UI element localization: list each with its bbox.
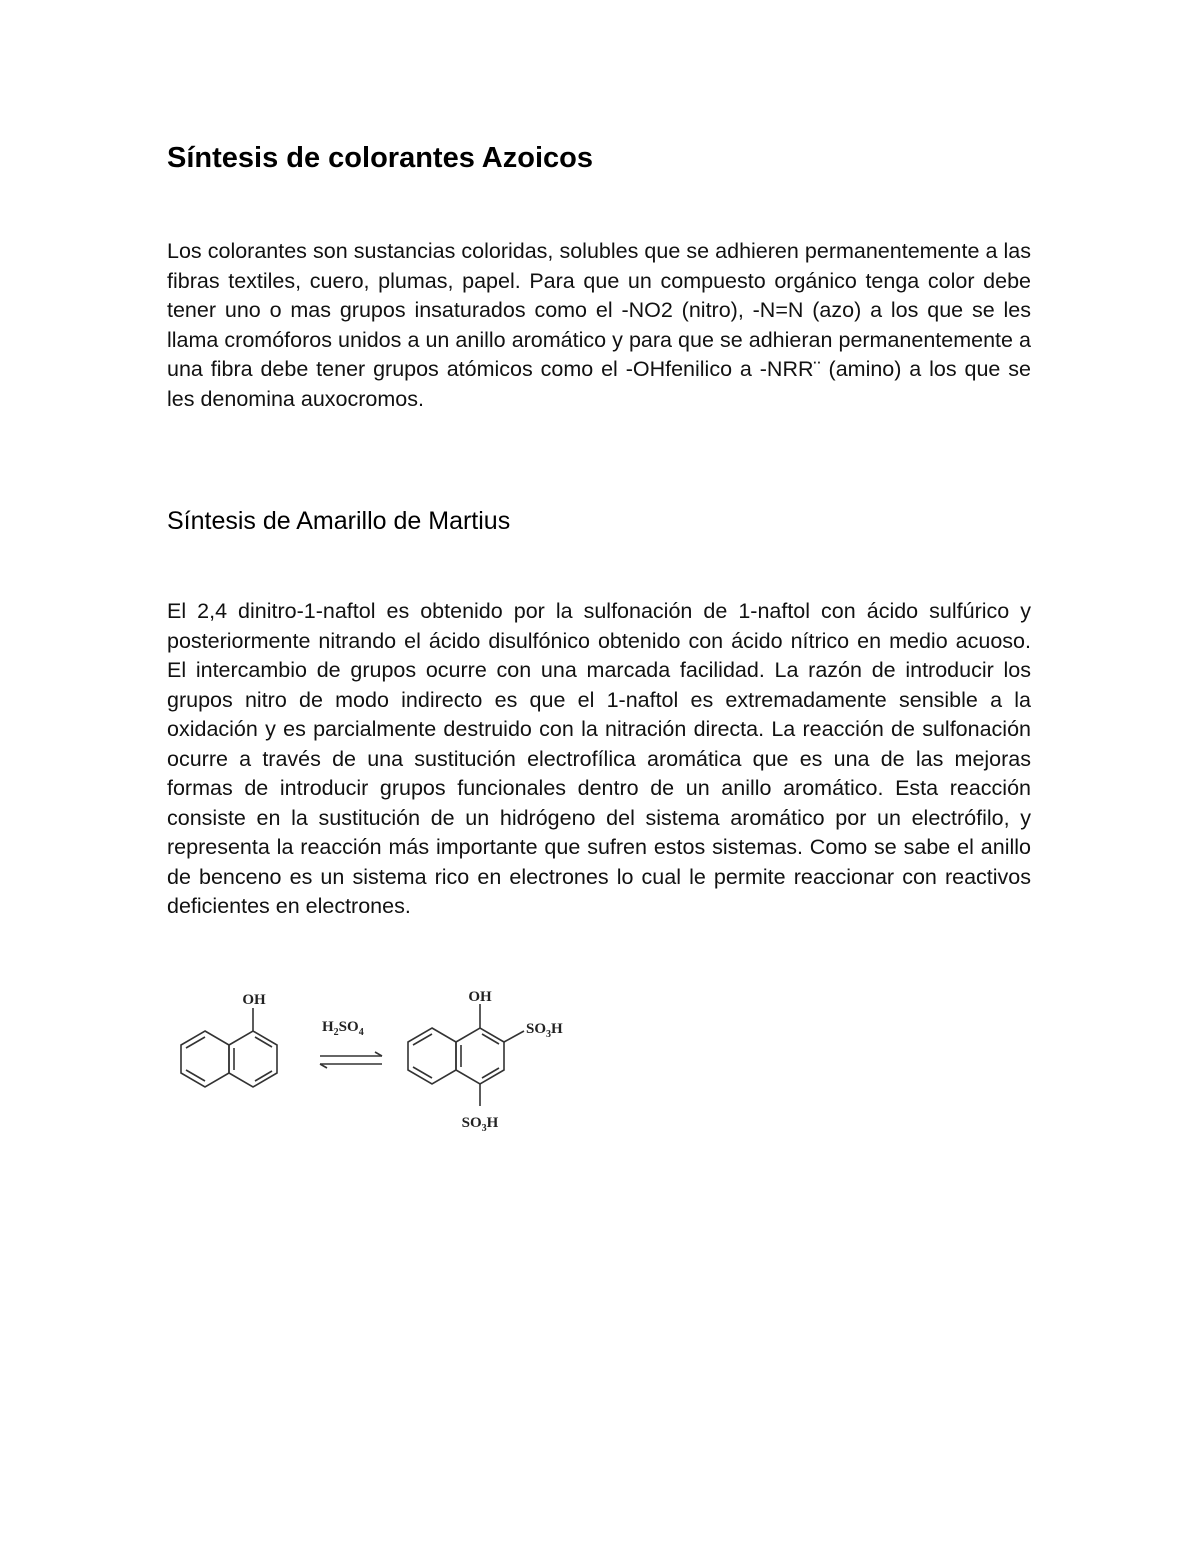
reaction-scheme (170, 982, 600, 1132)
naphthol-structure (181, 1008, 277, 1087)
product-so3h-bottom-label: $SO_3H$ (461, 1115, 499, 1132)
intro-paragraph: Los colorantes son sustancias coloridas, solubles que se adhieren permanentemente a las fibras textiles, cuero, plumas, papel. Para que un compuesto orgánico tenga color debe tener uno o mas grupos insaturados como el -NO2 (nitro), -N=N (azo) a los que se les llama cromóforos unidos a un anillo aromático y para que se adhieran permanentemente a una fibra debe tener grupos atómicos como el -OHfenilico a -NRR¨ (amino) a los que se les denomina auxocromos. (167, 239, 1031, 411)
reagent-label (322, 1019, 364, 1038)
reactant-oh-label: OH (242, 992, 266, 1008)
equilibrium-arrow-icon (320, 1052, 382, 1068)
product-structure (408, 1004, 524, 1106)
synthesis-paragraph: El 2,4 dinitro-1-naftol es obtenido por la sulfonación de 1-naftol con ácido sulfúrico y posteriormente nitrando el ácido disulfónico obtenido con ácido nítrico en medio acuoso. El intercambio de grupos ocurre con una marcada facilidad. La razón de introducir los grupos nitro de modo indirecto es que el 1-naftol es extremadamente sensible a la oxidación y es parcialmente destruido con la nitración directa. La reacción de sulfonación ocurre a través de una sustitución electrofílica aromática que es una de las mejoras formas de introducir grupos funcionales dentro de un anillo aromático. Esta reacción consiste en la sustitución de un hidrógeno del sistema aromático por un electrófilo, y representa la reacción más importante que sufren estos sistemas. Como se sabe el anillo de benceno es un sistema rico en electrones lo cual le permite reaccionar con reactivos deficientes en electrones. (167, 599, 1031, 918)
svg-text:H2SO4: $H_2SO_4$ (322, 1019, 364, 1038)
document-title: Síntesis de colorantes Azoicos (167, 142, 593, 174)
product-so3h-top-label: $SO_3H$ (526, 1021, 563, 1040)
section-subtitle: Síntesis de Amarillo de Martius (167, 507, 511, 535)
product-oh-label: OH (468, 989, 492, 1005)
